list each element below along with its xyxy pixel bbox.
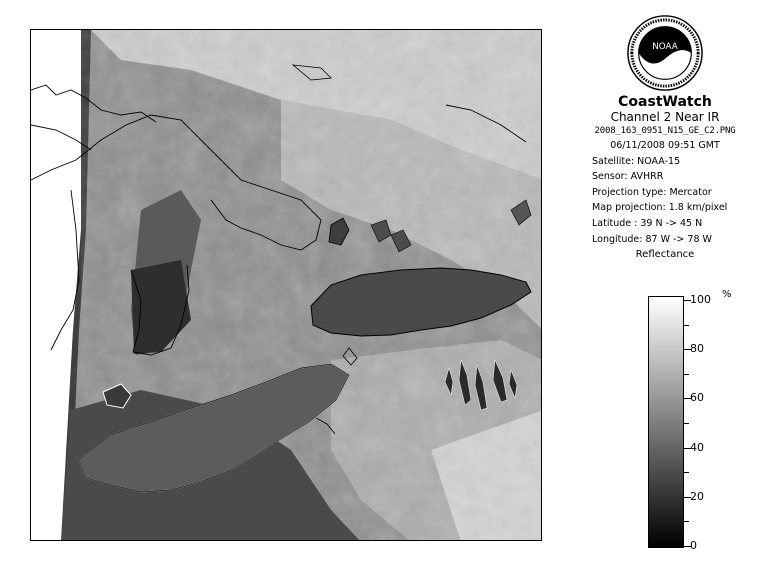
- colorbar-label: Reflectance: [635, 249, 695, 261]
- longitude-info: Longitude: 87 W -> 78 W: [592, 233, 712, 245]
- satellite-image: [30, 29, 542, 541]
- noaa-logo: [626, 14, 704, 92]
- colorbar-tick-label: 80: [690, 342, 704, 356]
- colorbar-tick-label: 20: [690, 489, 704, 503]
- image-datetime: 06/11/2008 09:51 GMT: [610, 140, 720, 151]
- sensor-info: Sensor: AVHRR: [592, 171, 664, 183]
- map-projection-info: Map projection: 1.8 km/pixel: [592, 202, 728, 214]
- colorbar-tick: [684, 423, 689, 424]
- info-panel: [560, 14, 770, 260]
- colorbar-tick-label: 100: [690, 293, 711, 306]
- colorbar-tick: [684, 325, 689, 326]
- product-title: CoastWatch: [618, 94, 712, 110]
- satellite-map: [31, 30, 542, 541]
- projection-type-info: Projection type: Mercator: [592, 186, 712, 198]
- colorbar-tick: [684, 521, 689, 522]
- colorbar-tick-label: 40: [690, 440, 704, 454]
- colorbar-tick-label: 0: [690, 539, 697, 552]
- noaa-logo-text: NOAA: [652, 42, 678, 53]
- colorbar-tick-label: 60: [690, 391, 704, 405]
- channel-subtitle: Channel 2 Near IR: [610, 110, 720, 124]
- satellite-info: Satellite: NOAA-15: [592, 155, 681, 167]
- colorbar-tick: [684, 374, 689, 375]
- colorbar-tick: [684, 472, 689, 473]
- image-filename: 2008_163_0951_N15_GE_C2.PNG: [594, 126, 736, 136]
- reflectance-colorbar: [648, 296, 684, 548]
- latitude-info: Latitude : 39 N -> 45 N: [592, 217, 703, 229]
- colorbar-unit: %: [722, 289, 732, 300]
